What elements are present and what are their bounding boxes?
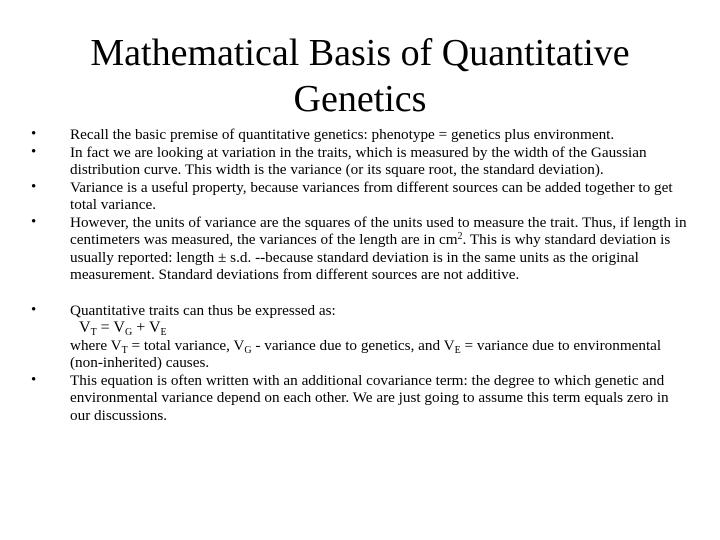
bullet-text: In fact we are looking at variation in the traits, which is measured by the width of the Gaussian distribution curve. This width is the variance (or its square root, the standard deviation). (70, 143, 647, 178)
where-text: - variance due to genetics, and V (251, 336, 455, 354)
equation-explanation (70, 337, 691, 372)
bullet-item (31, 179, 691, 214)
where-text: where V (70, 336, 122, 354)
where-subscript: T (121, 344, 128, 356)
bullet-marker: • (31, 143, 37, 160)
eq-subscript: T (90, 327, 97, 338)
bullet-marker: • (31, 178, 37, 195)
variance-equation (70, 319, 691, 337)
title-line-2: Genetics (293, 78, 427, 120)
bullet-text: Recall the basic premise of quantitative genetics: phenotype = genetics plus environment. (70, 126, 615, 143)
bullet-text-continued: . This is why standard deviation is usually reported: length ± s.d. --because standard deviation is in the same units as the original measurement. Standard deviations from different sources are not additive. (70, 231, 671, 283)
bullet-item (31, 372, 691, 425)
bullet-text: This equation is often written with an additional covariance term: the degree to which genetic and environmental variance depend on each other. We are just going to assume this term equals zero in our discussions. (70, 371, 669, 424)
spacer (31, 284, 691, 302)
eq-subscript: G (124, 327, 133, 338)
slide-title (0, 30, 720, 122)
bullet-list (31, 126, 691, 424)
where-subscript: G (244, 344, 252, 356)
title-line-1: Mathematical Basis of Quantitative (90, 32, 630, 74)
superscript: 2 (457, 231, 463, 242)
eq-symbol: V (79, 319, 91, 336)
bullet-item (31, 214, 691, 284)
bullet-marker: • (31, 301, 37, 318)
eq-symbol: + V (132, 319, 161, 336)
bullet-marker: • (31, 371, 37, 388)
eq-subscript: E (160, 327, 167, 338)
bullet-marker: • (31, 126, 37, 142)
bullet-item (31, 126, 691, 144)
bullet-item (31, 302, 691, 372)
eq-symbol: = V (96, 319, 125, 336)
bullet-text: Quantitative traits can thus be expressed as: (70, 301, 336, 319)
where-subscript: E (454, 344, 461, 356)
bullet-item (31, 144, 691, 179)
bullet-text: However, the units of variance are the squares of the units used to measure the trait. Thus, if length in centimeters was measured, the variances of the length are in cm (70, 213, 687, 248)
where-text: = variance due to environmental (non-inherited) causes. (70, 336, 662, 371)
where-text: = total variance, V (127, 336, 245, 354)
bullet-text: Variance is a useful property, because variances from different sources can be added together to get total variance. (70, 178, 673, 213)
bullet-marker: • (31, 213, 37, 230)
